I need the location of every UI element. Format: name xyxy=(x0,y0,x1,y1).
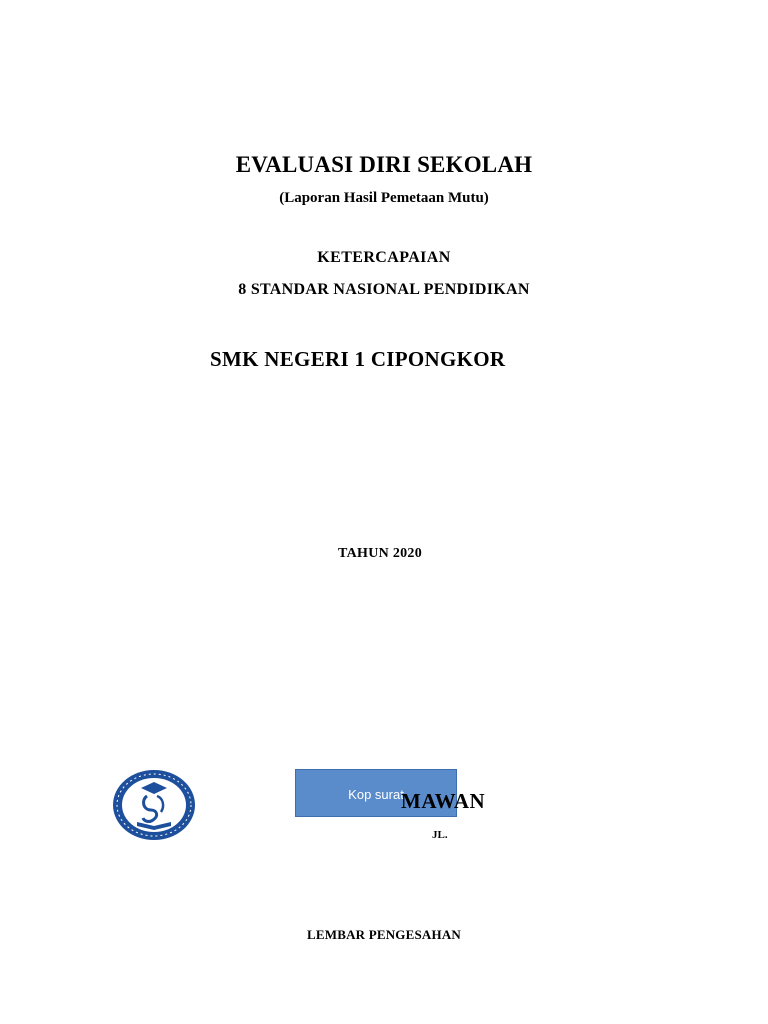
document-title: EVALUASI DIRI SEKOLAH xyxy=(235,152,533,177)
school-seal-logo-icon xyxy=(111,768,197,842)
letterhead-school-name: MAWAN xyxy=(401,789,486,813)
approval-sheet-heading: LEMBAR PENGESAHAN xyxy=(307,927,461,942)
standard-heading: 8 STANDAR NASIONAL PENDIDIKAN xyxy=(238,281,530,298)
report-year: TAHUN 2020 xyxy=(338,546,423,561)
document-subtitle: (Laporan Hasil Pemetaan Mutu) xyxy=(279,190,489,206)
school-name: SMK NEGERI 1 CIPONGKOR xyxy=(210,347,506,371)
letterhead-address: JL. xyxy=(432,829,448,841)
kop-surat-label: Kop surat xyxy=(348,787,404,802)
achievement-heading: KETERCAPAIAN xyxy=(317,249,451,266)
